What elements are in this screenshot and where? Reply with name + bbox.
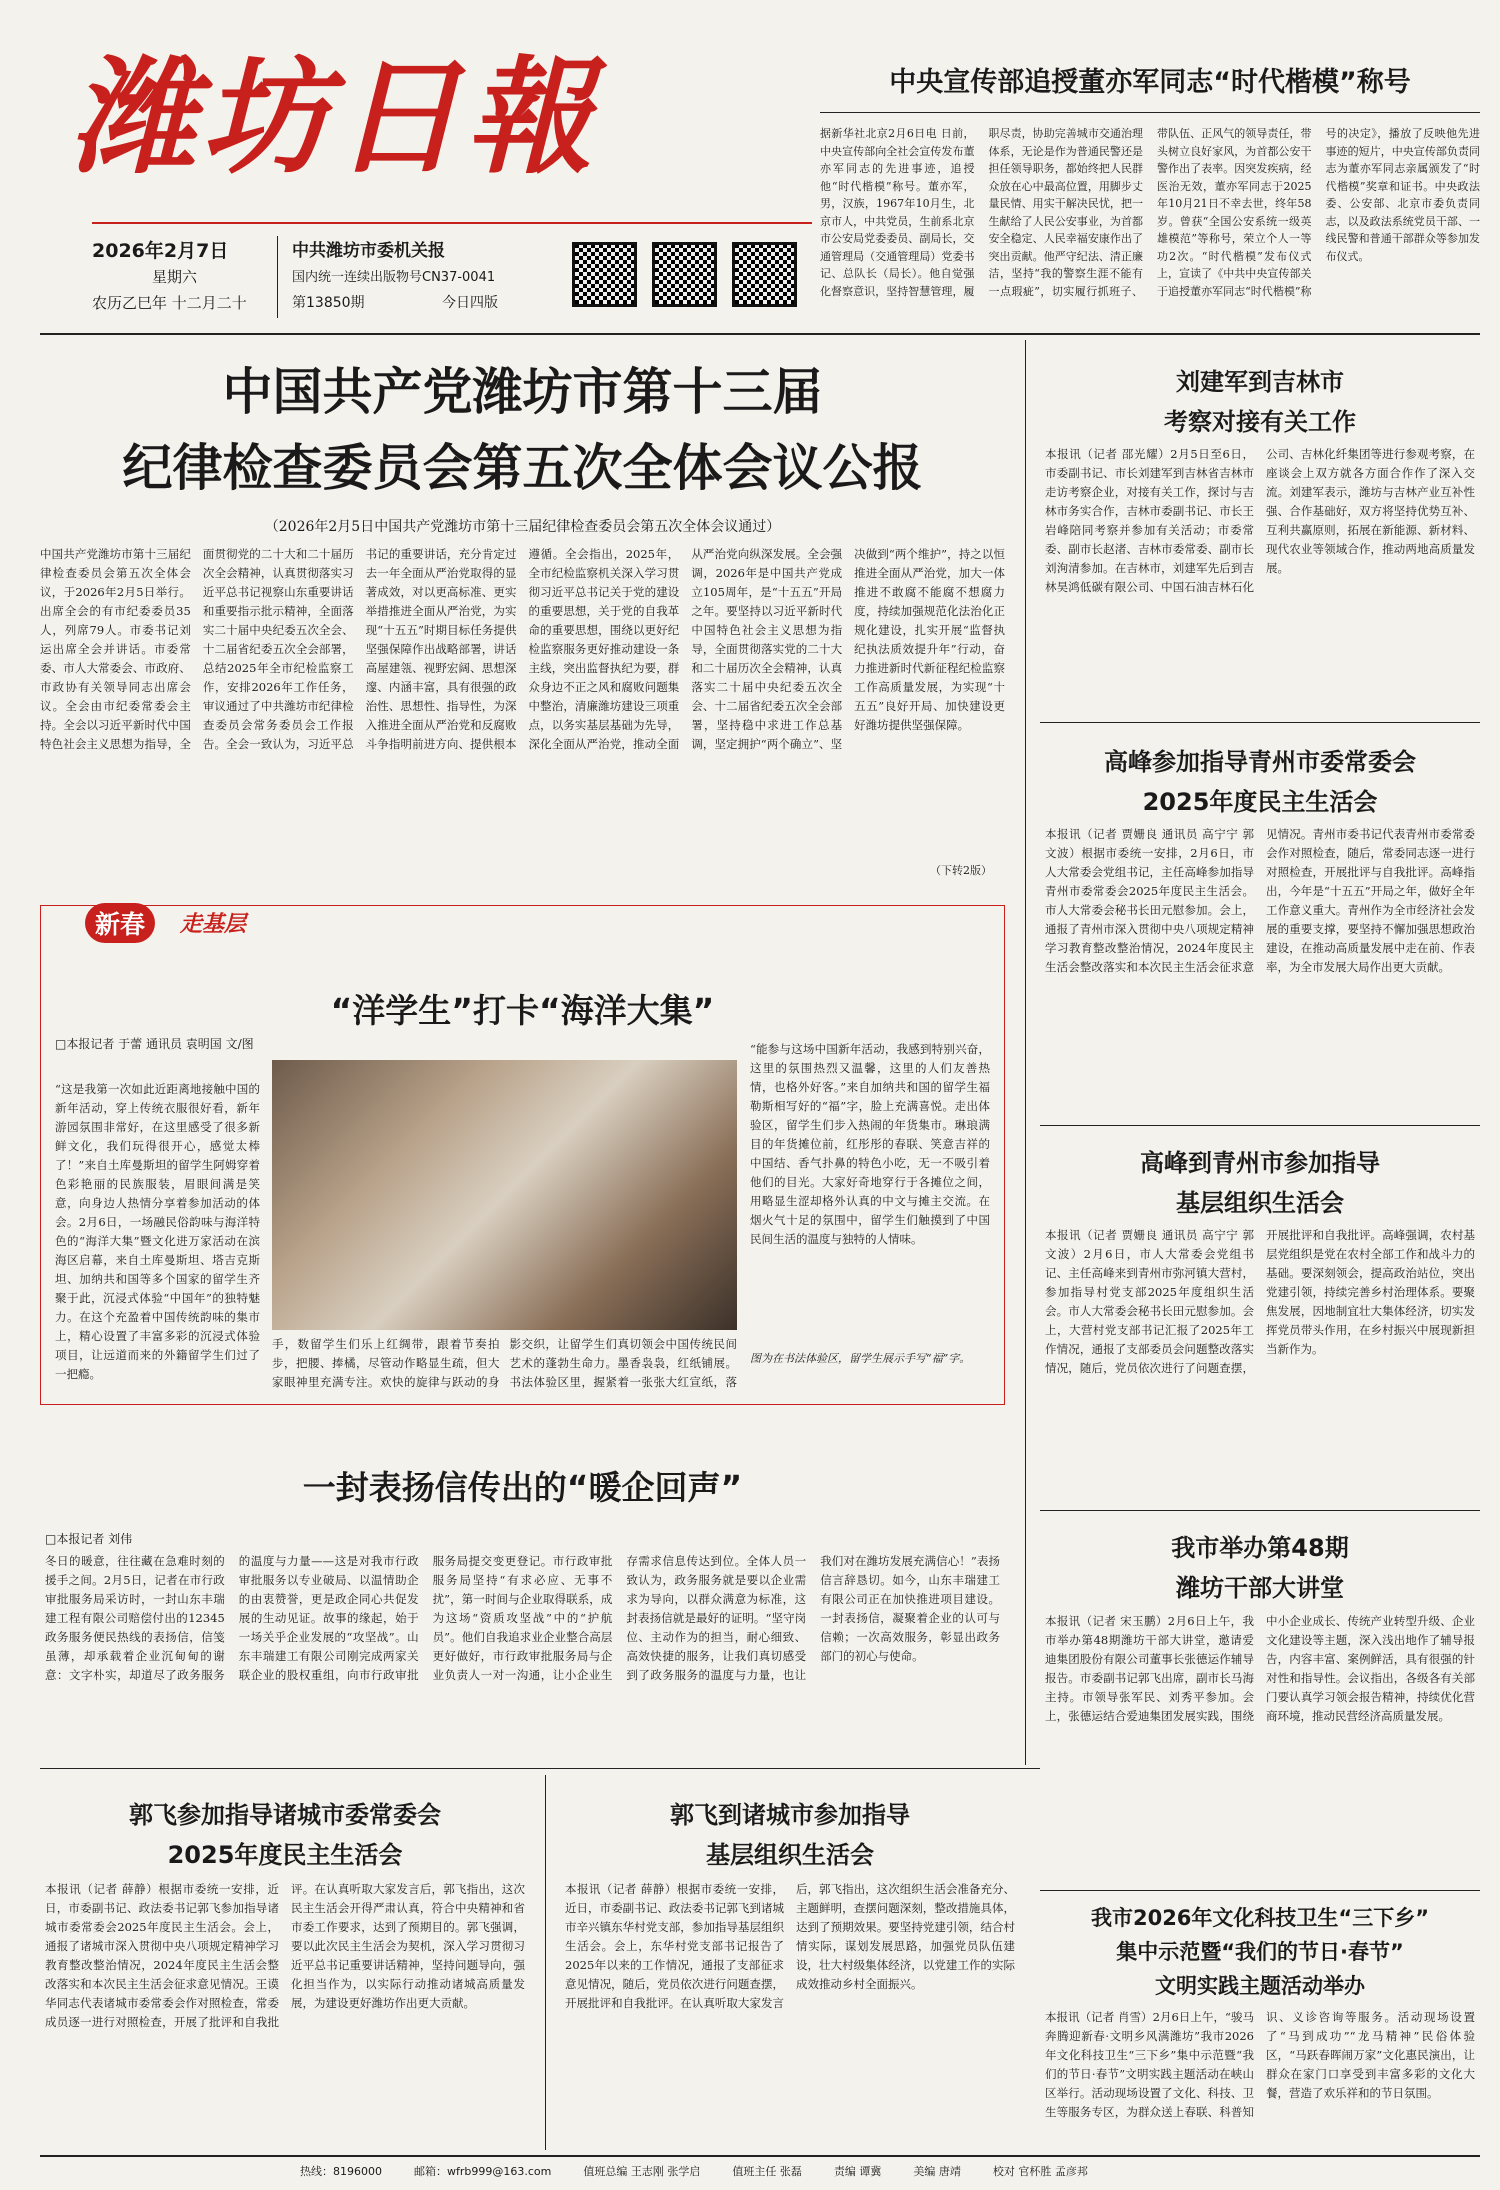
feature-body-1: “这是我第一次如此近距离地接触中国的新年活动，穿上传统衣服很好看，新年游园氛围非常好，在这里感受了很多新鲜文化，我们玩得很开心，感觉太棒了！”来自土库曼斯坦的留学生阿姆穿着色彩艳丽的民族服装，眉眼间满是笑意，向身边人热情分享着参加活动的体会。2月6日，一场融民俗韵味与海洋特色的“海洋大集”暨文化进万家活动在滨海区启幕，来自土库曼斯坦、塔吉克斯坦、加纳共和国等多个国家的留学生齐聚于此，沉浸式体验“中国年”的独特魅力。在这个充盈着中国传统韵味的集市上，精心设置了丰富多彩的沉浸式体验项目，让远道而来的外籍留学生们过了一把瘾。 bbox=[55, 1082, 260, 1381]
lead-title-line2: 纪律检查委员会第五次全体会议公报 bbox=[122, 438, 923, 497]
b2-title-line1: 郭飞到诸城市参加指导 bbox=[670, 1801, 910, 1829]
r5-title-line2: 集中示范暨“我们的节日·春节” bbox=[1116, 1940, 1404, 1964]
feature-title: “洋学生”打卡“海洋大集” bbox=[330, 991, 715, 1030]
footer-editor: 值班总编 王志刚 张学启 bbox=[583, 2165, 701, 2178]
footer-editor: 校对 官杯胜 孟彦邦 bbox=[992, 2165, 1088, 2178]
b1-body: 本报讯（记者 薛静）根据市委统一安排，近日，市委副书记、政法委书记郭飞参加指导诸城市委常委会2025年度民主生活会。会上，通报了诸城市深入贯彻中央八项规定精神学习教育整改整治情况，2024年度民主生活会整改落实和本次民主生活会征求意见情况。王谟华同志代表诸城市委常委会作对照检查，常委成员逐一进行对照检查，开展了批评和自我批评。在认真听取大家发言后，郭飞指出，这次民主生活会开得严肃认真，符合中央精神和省市委工作要求，达到了预期目的。郭飞强调，要以此次民主生活会为契机，深入学习贯彻习近平总书记重要讲话精神，坚持问题导向，强化担当作为，以实际行动推动诸城高质量发展，为建设更好潍坊作出更大贡献。 bbox=[45, 1882, 525, 2029]
r4-title-line2: 潍坊干部大讲堂 bbox=[1176, 1574, 1344, 1602]
weekday: 星期六 bbox=[152, 268, 198, 286]
footer-editor: 值班主任 张磊 bbox=[732, 2165, 802, 2178]
r4-body: 本报讯（记者 宋玉鹏）2月6日上午，我市举办第48期潍坊干部大讲堂，邀请爱迪集团股份有限公司董事长张德运作辅导报告。市委副书记郭飞出席，副市长马海主持。市领导张军民、刘秀平参加。会上，张德运结合爱迪集团发展实践，围绕中小企业成长、传统产业转型升级、企业文化建设等主题，深入浅出地作了辅导报告，内容丰富、案例鲜活，具有很强的针对性和指导性。会议指出，各级各有关部门要认真学习领会报告精神，持续优化营商环境，推动民营经济高质量发展。 bbox=[1045, 1614, 1475, 1723]
feature-body-3: “能参与这场中国新年活动，我感到特别兴奋，这里的氛围热烈又温馨，这里的人们友善热情，也格外好客。”来自加纳共和国的留学生福勒斯相写好的“福”字，脸上充满喜悦。走出体验区，留学生们步入热闹的年货集市。琳琅满目的年货摊位前，红彤彤的春联、笑意吉祥的中国结、香气扑鼻的特色小吃，无一不吸引着他们的目光。大家好奇地穿行于各摊位之间，用略显生涩却格外认真的中文与摊主交流。在烟火气十足的氛围中，留学生们触摸到了中国民间生活的温度与独特的人情味。 bbox=[750, 1042, 990, 1246]
issue-number: 第13850期 bbox=[292, 295, 365, 311]
r3-body: 本报讯（记者 贾姗良 通讯员 高宁宁 郭文波）2月6日，市人大常委会党组书记、主任高峰来到青州市弥河镇大营村，参加指导村党支部2025年度组织生活会。市人大常委会秘书长田元慰参加。会上，大营村党支部书记汇报了2025年工作情况，通报了支部委员会问题整改落实情况，随后，党员依次进行了问题查摆，开展批评和自我批评。高峰强调，农村基层党组织是党在农村全部工作和战斗力的基础。要深刻领会，提高政治站位，突出党建引领，持续完善乡村治理体系。要聚焦发展，因地制宜壮大集体经济，切实发挥党员带头作用，在乡村振兴中展现新担当新作为。 bbox=[1045, 1228, 1475, 1375]
top-story-title: 中央宣传部追授董亦军同志“时代楷模”称号 bbox=[889, 67, 1411, 98]
footer-hotline: 热线：8196000 bbox=[300, 2165, 382, 2178]
r1-title-line1: 刘建军到吉林市 bbox=[1176, 368, 1344, 396]
footer-editor: 美编 唐靖 bbox=[913, 2165, 961, 2178]
footer-email: 邮箱：wfrb999@163.com bbox=[414, 2165, 552, 2178]
r5-title-line1: 我市2026年文化科技卫生“三下乡” bbox=[1090, 1906, 1430, 1930]
badge-grassroots: 走基层 bbox=[180, 912, 247, 937]
story2-body: 冬日的暖意，往往藏在急难时刻的援手之间。2月5日，记者在市行政审批服务局采访时，一封山东丰瑞建工程有限公司赔偿付出的12345政务服务便民热线的表扬信，信笺虽薄，却承载着企业沉甸甸的谢意：文字朴实，却道尽了政务服务的温度与力量——这是对我市行政审批服务以专业破局、以温情助企的由衷赞誉，更是政企同心共促发展的生动见证。故事的缘起，始于一场关乎企业发展的“攻坚战”。山东丰瑞建工有限公司刚完成两家关联企业的股权重组，向市行政审批服务局提交变更登记。市行政审批服务局坚持“有求必应、无事不扰”，第一时间与企业取得联系，成为这场“资质攻坚战”中的“护航员”。他们自我追求业企业整合高层更好做好，市行政审批服务局与企业负责人一对一沟通，让小企业生存需求信息传达到位。全体人员一致认为，政务服务就是要以企业需求为导向，以群众满意为标准，这封表扬信就是最好的证明。“坚守岗位、主动作为的担当，耐心细致、高效快捷的服务，让我们真切感受到了政务服务的温度与力量，也让我们对在潍坊发展充满信心！”表扬信言辞恳切。如今，山东丰瑞建工有限公司正在加快推进项目建设。一封表扬信，凝聚着企业的认可与信赖；一次高效服务，彰显出政务部门的初心与使命。 bbox=[45, 1554, 1000, 1682]
feature-body-2: 手，数留学生们乐上红绸带，跟着节奏拍步，把腰、捧橘，尽管动作略显生疏，但大家眼神里充满专注。欢快的旋律与跃动的身影交织，让留学生们真切领会中国传统民间艺术的蓬勃生命力。墨香袅袅，红纸铺展。书法体验区里，握紧着一张张大红宣纸，落 bbox=[272, 1337, 737, 1389]
issue-date: 2026年2月7日 bbox=[92, 240, 229, 262]
badge-new-year: 新春 bbox=[85, 903, 155, 943]
organ-label: 中共潍坊市委机关报 bbox=[292, 241, 445, 261]
b1-title-line2: 2025年度民主生活会 bbox=[167, 1841, 403, 1869]
r5-body: 本报讯（记者 肖雪）2月6日上午，“骏马奔腾迎新春·文明乡风满潍坊”我市2026年文化科技卫生“三下乡”集中示范暨“我们的节日·春节”文明实践主题活动在峡山区举行。活动现场设置了文化、科技、卫生等服务专区，为群众送上春联、科普知识、义诊咨询等服务。活动现场设置了“马到成功”“龙马精神”民俗体验区，“马跃春晖闹万家”文化惠民演出，让群众在家门口享受到丰富多彩的文化大餐，营造了欢乐祥和的节日氛围。 bbox=[1045, 2010, 1475, 2119]
masthead-info bbox=[92, 236, 812, 326]
footer bbox=[300, 2163, 1480, 2183]
page-count: 今日四版 bbox=[442, 295, 498, 311]
r2-title-line1: 高峰参加指导青州市委常委会 bbox=[1104, 748, 1416, 776]
r3-title-line2: 基层组织生活会 bbox=[1176, 1189, 1344, 1217]
story2-title: 一封表扬信传出的“暖企回声” bbox=[302, 1468, 743, 1507]
b1-title-line1: 郭飞参加指导诸城市委常委会 bbox=[129, 1801, 441, 1829]
top-story-body: 据新华社北京2月6日电 日前，中央宣传部向全社会宣传发布董亦军同志的先进事迹，追授他“时代楷模”称号。董亦军，男，汉族，1967年10月生，北京市人，中共党员，生前系北京市公安局党委委员、副局长，交通管理局（交通管理局）党委书记、总队长（局长）。他自觉强化督察意识，坚持智慧管理，履职尽责，协助完善城市交通治理体系，无论是作为普通民警还是担任领导职务，都始终把人民群众放在心中最高位置，用脚步丈量民情、用实干解决民忧，把一生献给了人民公安事业，为首都安全稳定、人民幸福安康作出了突出贡献。他严守纪法、清正廉洁，坚持“我的警察生涯不能有一点瑕疵”，切实履行抓班子、带队伍、正风气的领导责任，带头树立良好家风，为首都公安干警作出了表率。因突发疾病，经医治无效，董亦军同志于2025年10月21日不幸去世，终年58岁。曾获“全国公安系统一级英雄模范”等称号，荣立个人一等功2次。“时代楷模”发布仪式上，宣读了《中共中央宣传部关于追授董亦军同志“时代楷模”称号的决定》，播放了反映他先进事迹的短片，中央宣传部负责同志为董亦军同志亲属颁发了“时代楷模”奖章和证书。中央政法委、公安部、北京市委负责同志，以及政法系统党员干部、一线民警和普通干部群众等参加发布仪式。 bbox=[820, 127, 1480, 298]
story2-byline: □本报记者 刘伟 bbox=[45, 1532, 133, 1546]
feature-photo bbox=[272, 1060, 737, 1330]
r4-title-line1: 我市举办第48期 bbox=[1171, 1534, 1349, 1562]
qr-code bbox=[732, 242, 797, 307]
lunar-date: 农历乙巳年 十二月二十 bbox=[92, 294, 247, 312]
b2-title-line2: 基层组织生活会 bbox=[706, 1841, 874, 1869]
r2-body: 本报讯（记者 贾姗良 通讯员 高宁宁 郭文波）根据市委统一安排，2月6日，市人大常委会党组书记，主任高峰参加指导青州市委常委会2025年度民主生活会。市人大常委会秘书长田元慰参加。会上，通报了青州市深入贯彻中央八项规定精神学习教育整改整治情况，2024年度民主生活会整改落实和本次民主生活会征求意见情况。青州市委书记代表青州市委常委会作对照检查，随后，常委同志逐一进行对照检查，开展批评与自我批评。高峰指出，今年是“十五五”开局之年，做好全年工作意义重大。青州作为全市经济社会发展的重要支撑，要坚持不懈加强思想政治建设，在推动高质量发展中走在前、作表率，为全市发展大局作出更大贡献。 bbox=[1045, 827, 1475, 974]
feature-byline: □本报记者 于蕾 通讯员 袁明国 文/图 bbox=[55, 1037, 254, 1051]
r1-body: 本报讯（记者 邵光耀）2月5日至6日，市委副书记、市长刘建军到吉林省吉林市走访考察企业，对接有关工作，探讨与吉林市务实合作，吉林市委副书记、市长王岩峰陪同考察并参加有关活动；市委常委、副市长赵渚、吉林市委常委、副市长刘洵清参加。在吉林市，刘建军先后到吉林昊鸿低碳有限公司、中国石油吉林石化公司、吉林化纤集团等进行参观考察，在座谈会上双方就各方面合作作了深入交流。刘建军表示，潍坊与吉林产业互补性强、合作基础好，双方将坚持优势互补、互利共赢原则，拓展在新能源、新材料、现代农业等领域合作，推动两地高质量发展。 bbox=[1045, 447, 1475, 594]
lead-title-line1: 中国共产党潍坊市第十三届 bbox=[222, 362, 823, 421]
cn-number: 国内统一连续出版物号CN37-0041 bbox=[292, 270, 496, 285]
r5-title-line3: 文明实践主题活动举办 bbox=[1155, 1974, 1365, 1998]
lead-body: 中国共产党潍坊市第十三届纪律检查委员会第五次全体会议，于2026年2月5日举行。出席全会的有市纪委委员35人，列席79人。市委书记刘运出席全会并讲话。市委常委、市人大常委会、市政府、市政协有关领导同志出席会议。全会由市纪委常委会主持。全会以习近平新时代中国特色社会主义思想为指导，全面贯彻党的二十大和二十届历次全会精神，认真贯彻落实习近平总书记视察山东重要讲话和重要指示批示精神，全面落实二十届中央纪委五次全会、十二届省纪委五次全会部署，总结2025年全市纪检监察工作，安排2026年工作任务，审议通过了中共潍坊市纪律检查委员会常务委员会工作报告。全会一致认为，习近平总书记的重要讲话，充分肯定过去一年全面从严治党取得的显著成效，对以更高标准、更实举措推进全面从严治党，为实现“十五五”时期目标任务提供坚强保障作出战略部署，讲话高屋建瓴、视野宏阔、思想深邃、内涵丰富，具有很强的政治性、思想性、指导性，为深入推进全面从严治党和反腐败斗争指明前进方向、提供根本遵循。全会指出，2025年，全市纪检监察机关深入学习贯彻习近平总书记关于党的建设的重要思想，关于党的自我革命的重要思想，围绕以更好纪检监察服务更好推动建设一条主线，突出监督执纪为要，群众身边不正之风和腐败问题集中整治，清廉潍坊建设三项重点，以务实基层基础为先导，深化全面从严治党，推动全面从严治党向纵深发展。全会强调，2026年是中国共产党成立105周年，是“十五五”开局之年。要坚持以习近平新时代中国特色社会主义思想为指导，全面贯彻落实党的二十大和二十届历次全会精神，认真落实二十届中央纪委五次全会、十二届省纪委五次全会部署，坚持稳中求进工作总基调，坚定拥护“两个确立”、坚决做到“两个维护”，持之以恒推进全面从严治党，加大一体推进不敢腐不能腐不想腐力度，持续加强规范化法治化正规化建设，扎实开展“监督执纪执法质效提升年”行动，奋力推进新时代新征程纪检监察工作高质量发展，为实现“十五五”良好开局、加快建设更好潍坊提供坚强保障。 bbox=[40, 547, 1005, 751]
footer-editor: 责编 谭冀 bbox=[833, 2165, 882, 2178]
qr-code bbox=[572, 242, 637, 307]
qr-code bbox=[652, 242, 717, 307]
photo-caption: 图为在书法体验区，留学生展示手写“福”字。 bbox=[750, 1352, 971, 1365]
feature-badge bbox=[75, 900, 250, 944]
continued-note: （下转2版） bbox=[930, 864, 992, 877]
lead-subtitle: （2026年2月5日中国共产党潍坊市第十三届纪律检查委员会第五次全体会议通过） bbox=[264, 519, 781, 535]
r3-title-line1: 高峰到青州市参加指导 bbox=[1140, 1149, 1380, 1177]
r1-title-line2: 考察对接有关工作 bbox=[1164, 408, 1356, 436]
newspaper-logo: 潍坊日報 bbox=[70, 43, 598, 191]
b2-body: 本报讯（记者 薛静）根据市委统一安排，近日，市委副书记、政法委书记郭飞到诸城市辛兴镇东华村党支部，参加指导基层组织生活会。会上，东华村党支部书记报告了2025年以来的工作情况，通报了支部征求意见情况，随后，党员依次进行问题查摆，开展批评和自我批评。在认真听取大家发言后，郭飞指出，这次组织生活会准备充分、主题鲜明，查摆问题深刻，整改措施具体，达到了预期效果。要坚持党建引领，结合村情实际，谋划发展思路，加强党员队伍建设，壮大村级集体经济，以党建工作的实际成效推动乡村全面振兴。 bbox=[565, 1882, 1015, 2010]
r2-title-line2: 2025年度民主生活会 bbox=[1142, 788, 1378, 816]
